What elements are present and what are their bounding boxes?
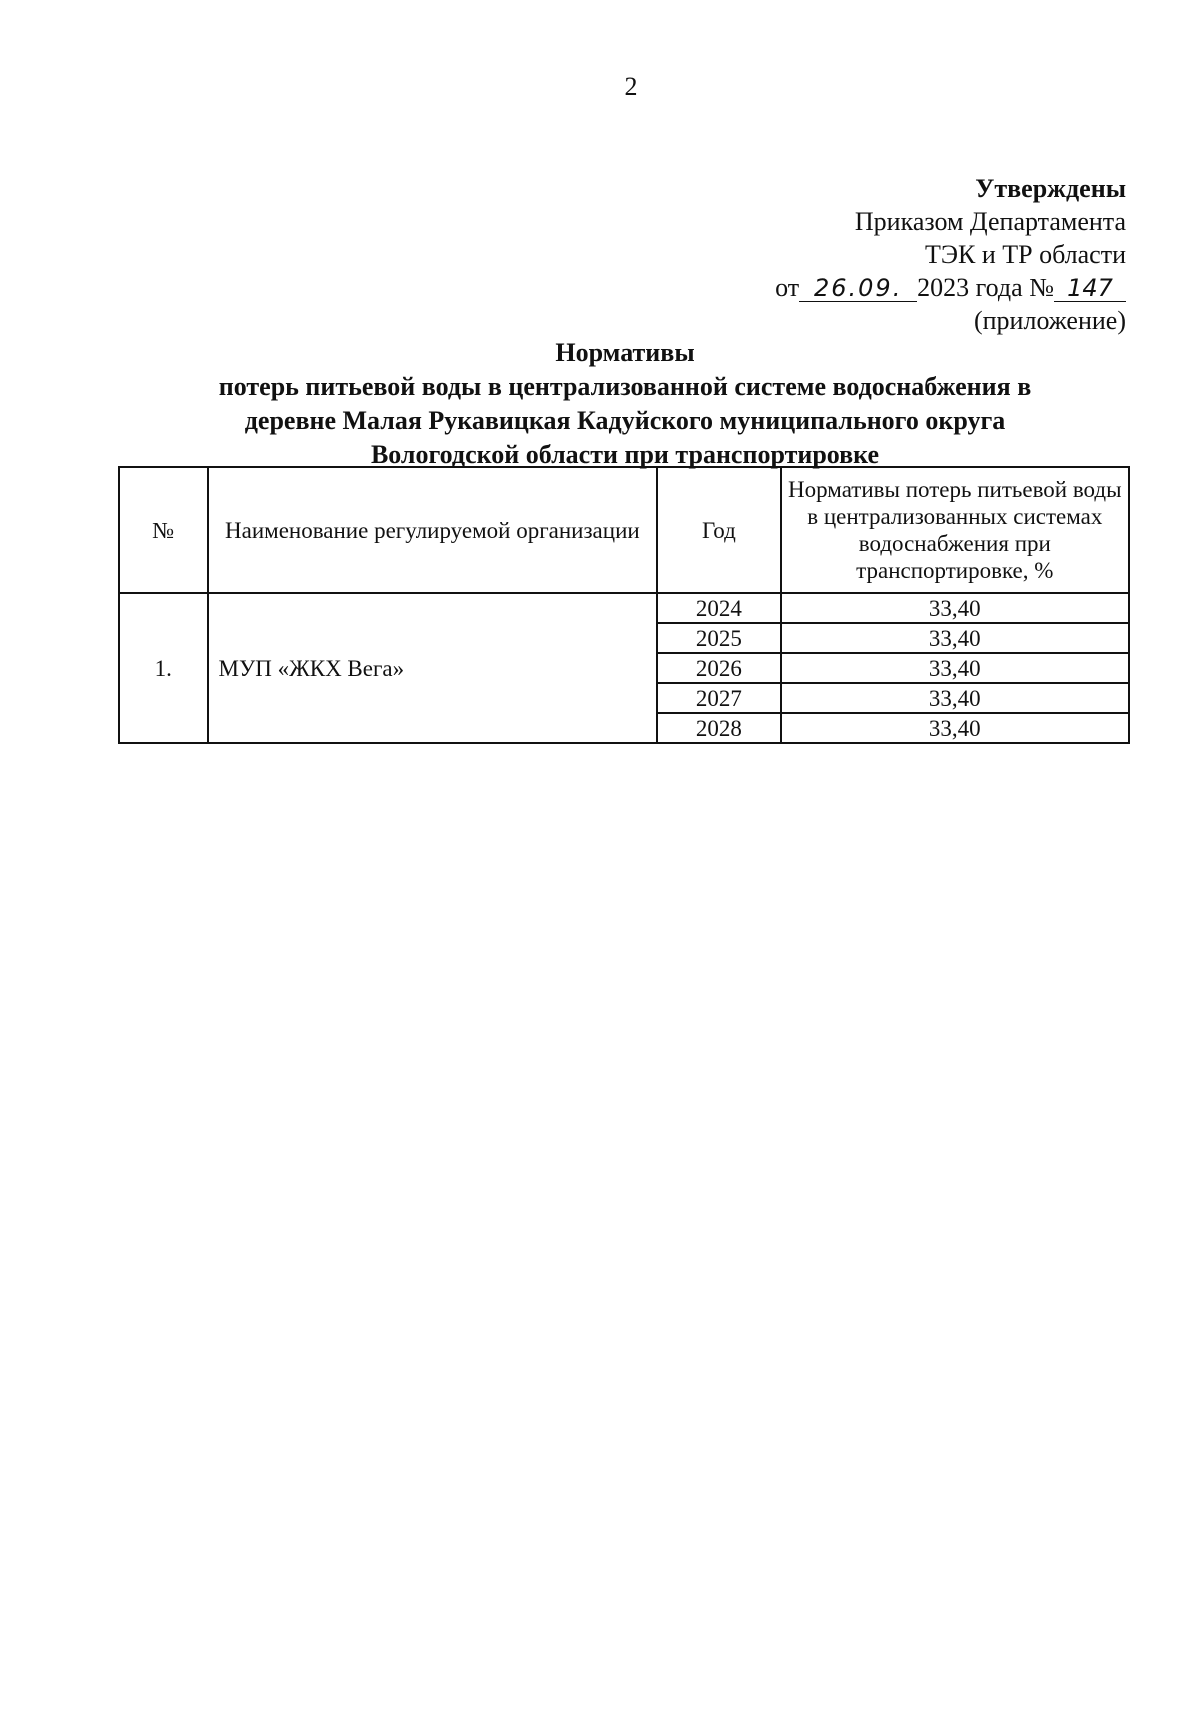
document-title bbox=[120, 336, 1130, 472]
row-year: 2028 bbox=[657, 713, 780, 743]
row-value: 33,40 bbox=[781, 623, 1129, 653]
row-year: 2026 bbox=[657, 653, 780, 683]
entry-number: 1. bbox=[119, 593, 208, 743]
header-organization: Наименование регулируемой организации bbox=[208, 467, 658, 593]
row-value: 33,40 bbox=[781, 593, 1129, 623]
page-number: 2 bbox=[624, 72, 638, 101]
handwritten-date: 26.09. bbox=[799, 275, 917, 302]
table-header-row bbox=[119, 467, 1129, 593]
title-line-4: Вологодской области при транспортировке bbox=[370, 440, 880, 469]
row-year: 2024 bbox=[657, 593, 780, 623]
row-value: 33,40 bbox=[781, 713, 1129, 743]
title-line-1: Нормативы bbox=[555, 338, 695, 367]
title-line-3: деревне Малая Рукавицкая Кадуйского муниципального округа bbox=[244, 406, 1006, 435]
approval-heading: Утверждены bbox=[975, 174, 1126, 203]
date-prefix: от bbox=[775, 273, 800, 302]
norms-table bbox=[118, 466, 1130, 744]
date-year-text: 2023 года № bbox=[917, 273, 1054, 302]
table-row bbox=[119, 593, 1129, 623]
approval-stamp bbox=[775, 172, 1126, 337]
header-number: № bbox=[119, 467, 208, 593]
header-year: Год bbox=[657, 467, 780, 593]
row-value: 33,40 bbox=[781, 683, 1129, 713]
title-line-2: потерь питьевой воды в централизованной системе водоснабжения в bbox=[218, 372, 1032, 401]
approval-order-line: Приказом Департамента bbox=[854, 207, 1126, 236]
row-value: 33,40 bbox=[781, 653, 1129, 683]
approval-department-line: ТЭК и ТР области bbox=[924, 240, 1126, 269]
approval-date-line bbox=[775, 271, 1126, 304]
row-year: 2025 bbox=[657, 623, 780, 653]
entry-organization: МУП «ЖКХ Вега» bbox=[208, 593, 658, 743]
header-norm-value: Нормативы потерь питьевой воды в централизованных системах водоснабжения при транспортировке, % bbox=[781, 467, 1129, 593]
approval-appendix-line: (приложение) bbox=[973, 306, 1126, 335]
handwritten-order-number: 147 bbox=[1054, 275, 1126, 302]
row-year: 2027 bbox=[657, 683, 780, 713]
